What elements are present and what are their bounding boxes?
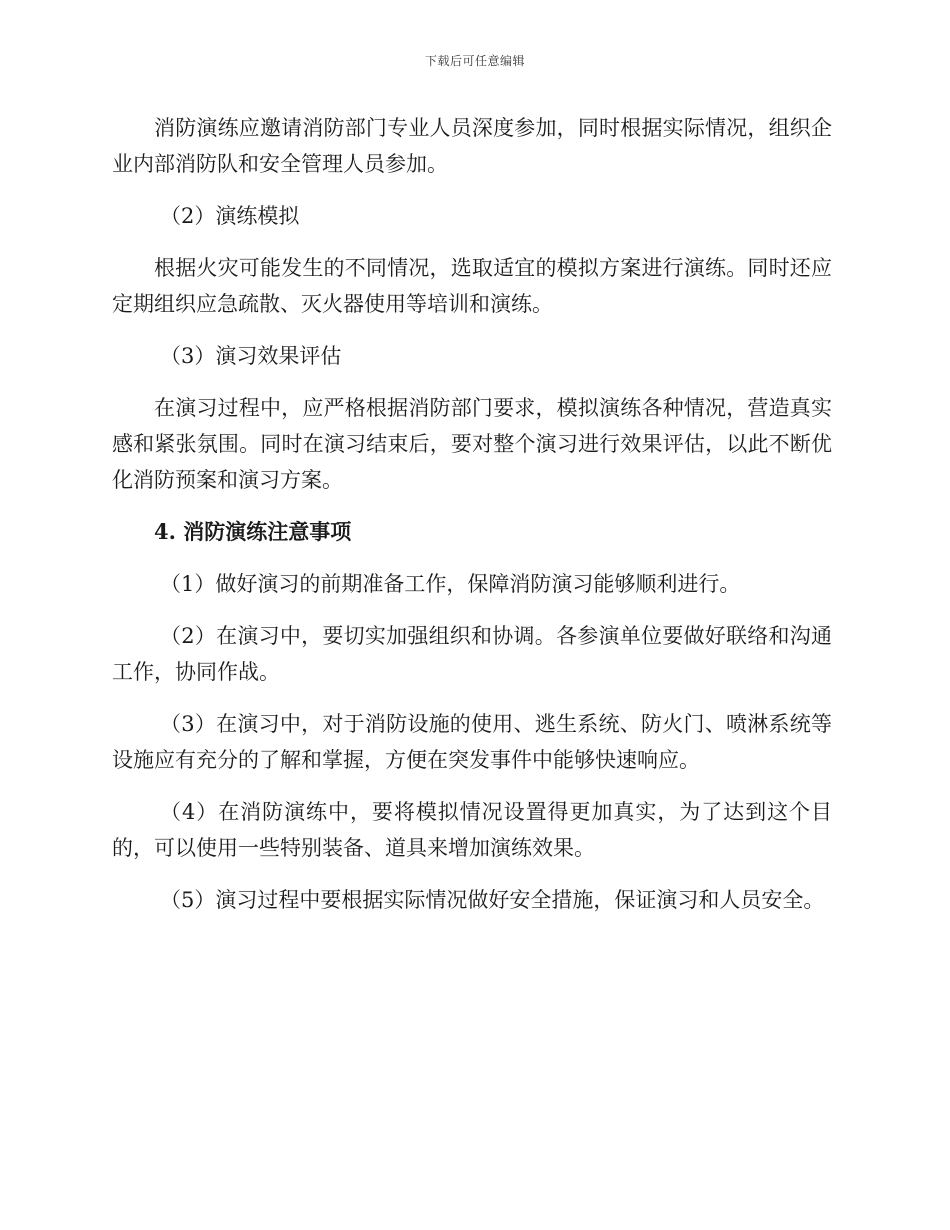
section-heading-precautions: 4. 消防演练注意事项 <box>154 519 352 544</box>
paragraph-evaluation: 在演习过程中，应严格根据消防部门要求，模拟演练各种情况，营造真实感和紧张氛围。同时在演习结束后，要对整个演习进行效果评估，以此不断优化消防预案和演习方案。 <box>112 396 832 492</box>
page-header: 下载后可任意编辑 <box>424 54 525 68</box>
precaution-item-1: （1）做好演习的前期准备工作，保障消防演习能够顺利进行。 <box>160 572 741 596</box>
paragraph-participants: 消防演练应邀请消防部门专业人员深度参加，同时根据实际情况，组织企业内部消防队和安全管理人员参加。 <box>112 116 832 176</box>
precaution-item-5: （5）演习过程中要根据实际情况做好安全措施，保证演习和人员安全。 <box>160 888 825 912</box>
subheading-effect-evaluation: （3）演习效果评估 <box>160 344 342 368</box>
subheading-drill-simulation: （2）演练模拟 <box>160 204 300 228</box>
precaution-item-2: （2）在演习中，要切实加强组织和协调。各参演单位要做好联络和沟通工作，协同作战。 <box>112 624 832 684</box>
paragraph-simulation: 根据火灾可能发生的不同情况，选取适宜的模拟方案进行演练。同时还应定期组织应急疏散、灭火器使用等培训和演练。 <box>112 256 832 316</box>
precaution-item-4: （4）在消防演练中，要将模拟情况设置得更加真实，为了达到这个目的，可以使用一些特别装备、道具来增加演练效果。 <box>112 800 832 860</box>
document-body <box>112 110 832 934</box>
precaution-item-3: （3）在演习中，对于消防设施的使用、逃生系统、防火门、喷淋系统等设施应有充分的了解和掌握，方便在突发事件中能够快速响应。 <box>112 712 832 772</box>
